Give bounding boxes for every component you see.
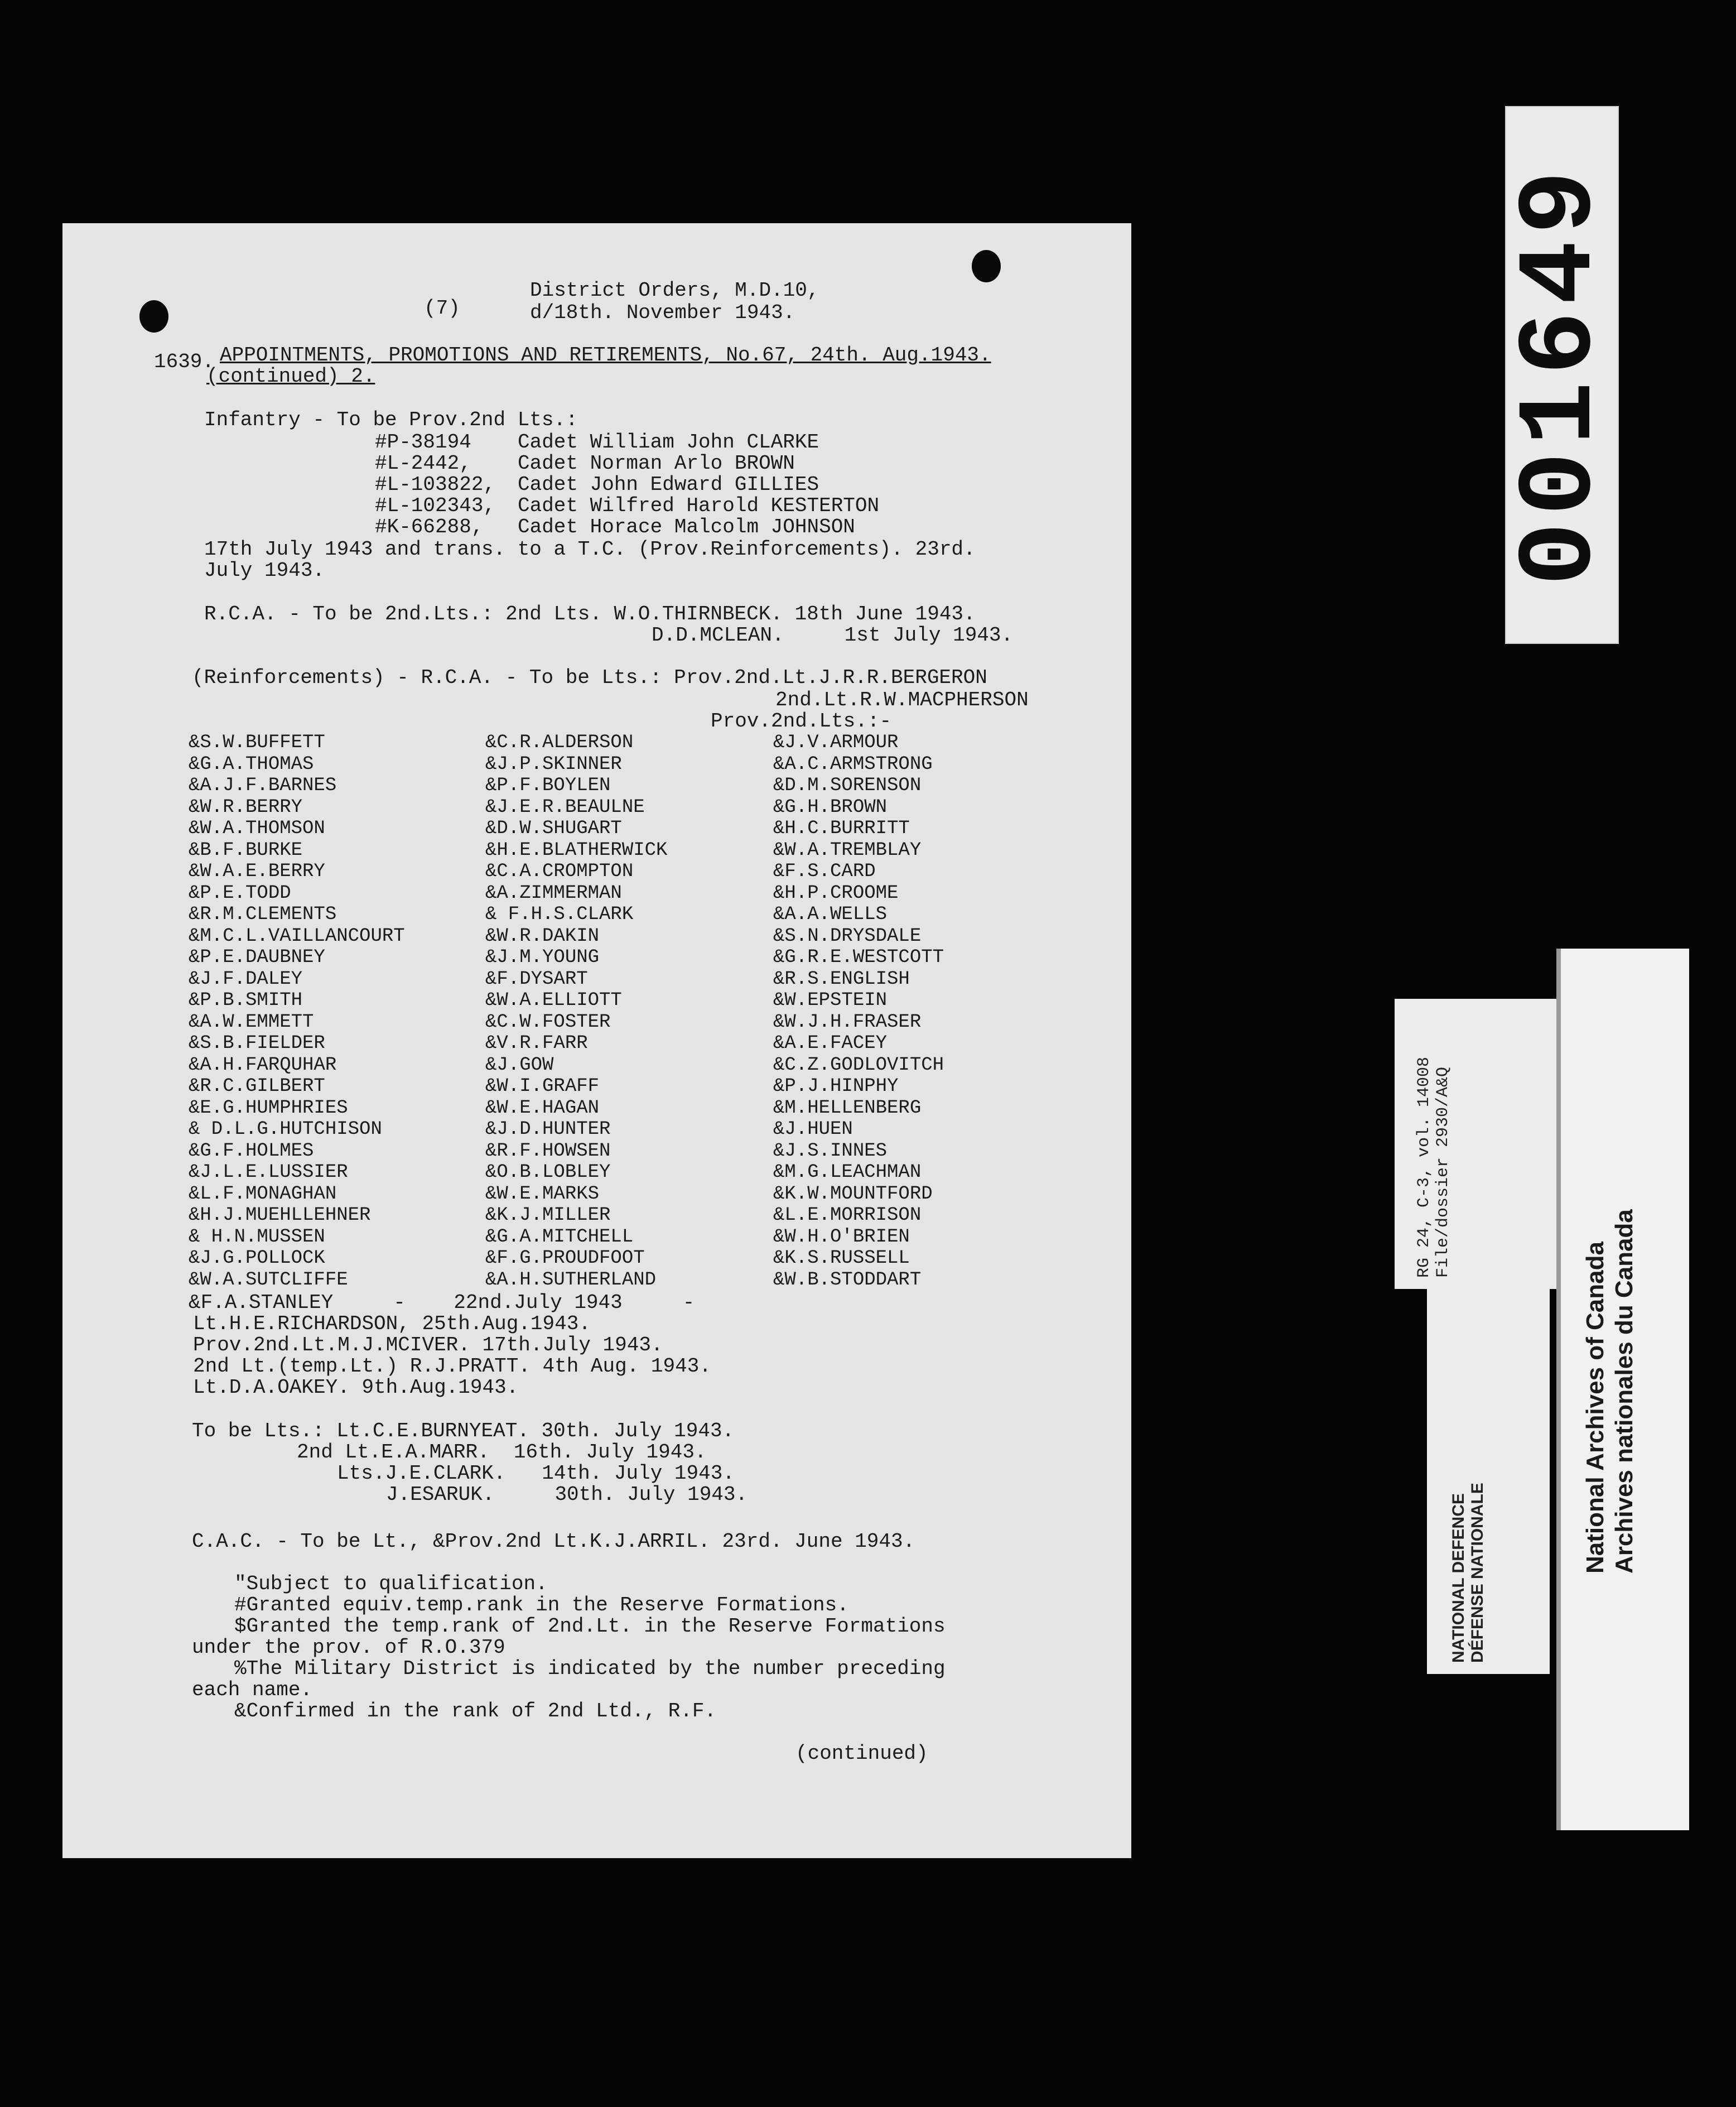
officer-name: &F.S.CARD (773, 861, 876, 882)
cadet-name: Cadet William John CLARKE (518, 431, 819, 454)
na-line-en: National Archives of Canada (1581, 1242, 1609, 1574)
officer-name: &F.DYSART (485, 968, 588, 990)
officer-name: &P.F.BOYLEN (485, 775, 611, 796)
rca-line: D.D.MCLEAN. 1st July 1943. (652, 624, 1014, 647)
national-archives-text (1581, 1016, 1639, 1574)
officer-name: &W.A.THOMSON (189, 818, 325, 839)
names-column-1 (189, 732, 405, 1291)
lts-line: J.ESARUK. 30th. July 1943. (386, 1483, 748, 1506)
officer-name: &A.C.ARMSTRONG (773, 753, 933, 775)
officer-name: &S.B.FIELDER (189, 1033, 325, 1054)
lts-line: Lts.J.E.CLARK. 14th. July 1943. (337, 1462, 735, 1485)
footnote: "Subject to qualification. (234, 1572, 548, 1595)
footnote: each name. (192, 1678, 313, 1701)
footnote: #Granted equiv.temp.rank in the Reserve Formations. (234, 1594, 849, 1617)
officer-name: &O.B.LOBLEY (485, 1162, 611, 1183)
footnote: %The Military District is indicated by the number preceding (234, 1657, 946, 1680)
officer-name: &G.A.THOMAS (189, 753, 314, 775)
lts-line: To be Lts.: Lt.C.E.BURNYEAT. 30th. July 1943. (192, 1420, 735, 1442)
officer-name: &H.E.BLATHERWICK (485, 839, 668, 861)
officer-name: &J.F.DALEY (189, 968, 303, 990)
officer-name: &J.D.HUNTER (485, 1119, 611, 1140)
footnote: &Confirmed in the rank of 2nd Ltd., R.F. (234, 1700, 717, 1723)
officer-name: &C.Z.GODLOVITCH (773, 1054, 944, 1076)
officer-name: &W.J.H.FRASER (773, 1011, 922, 1033)
officer-name: &H.P.CROOME (773, 882, 899, 904)
officer-name: &G.H.BROWN (773, 796, 888, 818)
officer-name: &P.B.SMITH (189, 990, 303, 1011)
national-defence-label (1427, 1283, 1550, 1674)
officer-name: &G.R.E.WESTCOTT (773, 947, 944, 968)
officer-name: & H.N.MUSSEN (189, 1226, 325, 1248)
officer-name: &C.A.CROMPTON (485, 861, 634, 882)
officer-name: &J.E.R.BEAULNE (485, 796, 645, 818)
reinforcements-entry: Lt.H.E.RICHARDSON, 25th.Aug.1943. (193, 1312, 591, 1335)
officer-name: &R.C.GILBERT (189, 1076, 325, 1097)
footnote: under the prov. of R.O.379 (192, 1636, 505, 1659)
officer-name: &J.P.SKINNER (485, 753, 622, 775)
nd-line-fr: DÉFENSE NATIONALE (1468, 1483, 1487, 1663)
continued-label: (continued) 2. (206, 365, 375, 388)
officer-name: &J.HUEN (773, 1119, 853, 1140)
officer-name: &G.A.MITCHELL (485, 1226, 634, 1248)
cadet-name: Cadet Norman Arlo BROWN (518, 452, 795, 475)
officer-name: &W.I.GRAFF (485, 1076, 600, 1097)
frame-number: 001649 (1502, 163, 1622, 586)
officer-name: &W.R.DAKIN (485, 925, 600, 947)
reinforcements-heading: (Reinforcements) - R.C.A. - To be Lts.: Prov.2nd.Lt.J.R.R.BERGERON (192, 666, 987, 689)
officer-name: &B.F.BURKE (189, 839, 303, 861)
infantry-heading: Infantry - To be Prov.2nd Lts.: (204, 408, 578, 431)
officer-name: &D.M.SORENSON (773, 775, 922, 796)
officer-name: &A.W.EMMETT (189, 1011, 314, 1033)
infantry-note: 17th July 1943 and trans. to a T.C. (Prov.Reinforcements). 23rd. (204, 538, 976, 561)
officer-name: &A.H.FARQUHAR (189, 1054, 337, 1076)
officer-name: &C.W.FOSTER (485, 1011, 611, 1033)
officer-name: &W.EPSTEIN (773, 990, 888, 1011)
officer-name: &J.V.ARMOUR (773, 732, 899, 753)
officer-name: &L.E.MORRISON (773, 1205, 922, 1226)
officer-name: &J.G.POLLOCK (189, 1248, 325, 1269)
officer-name: &W.E.MARKS (485, 1183, 600, 1205)
officer-name: & F.H.S.CLARK (485, 904, 634, 925)
officer-name: &W.A.ELLIOTT (485, 990, 622, 1011)
punch-hole (139, 300, 168, 333)
punch-hole (972, 250, 1001, 282)
officer-name: &J.S.INNES (773, 1140, 888, 1162)
order-title: APPOINTMENTS, PROMOTIONS AND RETIREMENTS, No.67, 24th. Aug.1943. (220, 344, 991, 367)
officer-name: &W.H.O'BRIEN (773, 1226, 910, 1248)
officer-name: &J.M.YOUNG (485, 947, 600, 968)
names-column-3 (773, 732, 944, 1291)
officer-name: &M.C.L.VAILLANCOURT (189, 925, 405, 947)
officer-name: &D.W.SHUGART (485, 818, 622, 839)
reinforcements-entry: Lt.D.A.OAKEY. 9th.Aug.1943. (193, 1376, 519, 1399)
officer-name: &E.G.HUMPHRIES (189, 1097, 348, 1119)
continued-footer: (continued) (795, 1742, 928, 1765)
file-line: File/dossier 2930/A&Q (1434, 1066, 1453, 1278)
infantry-note-date: July 1943. (204, 559, 325, 582)
officer-name: &M.G.LEACHMAN (773, 1162, 922, 1183)
officer-name: &H.C.BURRITT (773, 818, 910, 839)
cadet-number: #K-66288, (375, 516, 484, 538)
officer-name: &M.HELLENBERG (773, 1097, 922, 1119)
rca-line: R.C.A. - To be 2nd.Lts.: 2nd Lts. W.O.THIRNBECK. 18th June 1943. (204, 603, 976, 626)
rg-reference (1415, 988, 1453, 1278)
officer-name: &P.E.DAUBNEY (189, 947, 325, 968)
officer-name: &H.J.MUEHLLEHNER (189, 1205, 371, 1226)
officer-name: &J.GOW (485, 1054, 554, 1076)
officer-name: &G.F.HOLMES (189, 1140, 314, 1162)
reinforcements-entry: Prov.2nd.Lt.M.J.MCIVER. 17th.July 1943. (193, 1334, 663, 1356)
officer-name: &V.R.FARR (485, 1033, 588, 1054)
cadet-name: Cadet Wilfred Harold KESTERTON (518, 494, 880, 517)
officer-name: &A.ZIMMERMAN (485, 882, 622, 904)
officer-name: &A.A.WELLS (773, 904, 888, 925)
officer-name: &A.J.F.BARNES (189, 775, 337, 796)
reinforcements-entry: &F.A.STANLEY - 22nd.July 1943 - (189, 1291, 695, 1314)
officer-name: &W.A.E.BERRY (189, 861, 325, 882)
date-line: d/18th. November 1943. (530, 301, 795, 324)
officer-name: &K.J.MILLER (485, 1205, 611, 1226)
order-number: 1639. (154, 350, 215, 373)
officer-name: &C.R.ALDERSON (485, 732, 634, 753)
national-defence-text (1449, 1272, 1487, 1663)
officer-name: &P.J.HINPHY (773, 1076, 899, 1097)
national-archives-label (1556, 949, 1689, 1830)
officer-name: &F.G.PROUDFOOT (485, 1248, 645, 1269)
officer-name: &S.W.BUFFETT (189, 732, 325, 753)
officer-name: &A.H.SUTHERLAND (485, 1269, 657, 1291)
officer-name: &W.A.SUTCLIFFE (189, 1269, 348, 1291)
cac-line: C.A.C. - To be Lt., &Prov.2nd Lt.K.J.ARRIL. 23rd. June 1943. (192, 1530, 915, 1553)
officer-name: &K.S.RUSSELL (773, 1248, 910, 1269)
page-number: (7) (424, 297, 460, 320)
cadet-number: #L-103822, (375, 473, 496, 496)
reinforcements-subheading: Prov.2nd.Lts.:- (711, 710, 892, 733)
officer-name: &P.E.TODD (189, 882, 291, 904)
cadet-number: #L-102343, (375, 494, 496, 517)
cadet-name: Cadet Horace Malcolm JOHNSON (518, 516, 855, 538)
cadet-name: Cadet John Edward GILLIES (518, 473, 819, 496)
cadet-number: #L-2442, (375, 452, 471, 475)
reference-label (1395, 999, 1562, 1289)
reinforcements-line: 2nd.Lt.R.W.MACPHERSON (775, 689, 1029, 711)
officer-name: &L.F.MONAGHAN (189, 1183, 337, 1205)
officer-name: &K.W.MOUNTFORD (773, 1183, 933, 1205)
rg-line: RG 24, C-3, vol. 14008 (1415, 1056, 1434, 1278)
officer-name: &R.M.CLEMENTS (189, 904, 337, 925)
officer-name: &W.E.HAGAN (485, 1097, 600, 1119)
officer-name: &R.F.HOWSEN (485, 1140, 611, 1162)
officer-name: &S.N.DRYSDALE (773, 925, 922, 947)
cadet-number: #P-38194 (375, 431, 471, 454)
district-orders-line: District Orders, M.D.10, (530, 279, 819, 302)
officer-name: &W.B.STODDART (773, 1269, 922, 1291)
na-line-fr: Archives nationales du Canada (1610, 1209, 1638, 1574)
lts-line: 2nd Lt.E.A.MARR. 16th. July 1943. (297, 1441, 707, 1464)
reinforcements-entry: 2nd Lt.(temp.Lt.) R.J.PRATT. 4th Aug. 1943. (193, 1355, 711, 1378)
officer-name: &A.E.FACEY (773, 1033, 888, 1054)
officer-name: & D.L.G.HUTCHISON (189, 1119, 382, 1140)
names-column-2 (485, 732, 667, 1291)
officer-name: &J.L.E.LUSSIER (189, 1162, 348, 1183)
frame-number-strip (1502, 106, 1622, 644)
footnote: $Granted the temp.rank of 2nd.Lt. in the Reserve Formations (234, 1615, 946, 1638)
officer-name: &W.R.BERRY (189, 796, 303, 818)
officer-name: &R.S.ENGLISH (773, 968, 910, 990)
nd-line-en: NATIONAL DEFENCE (1449, 1493, 1468, 1663)
officer-name: &W.A.TREMBLAY (773, 839, 922, 861)
